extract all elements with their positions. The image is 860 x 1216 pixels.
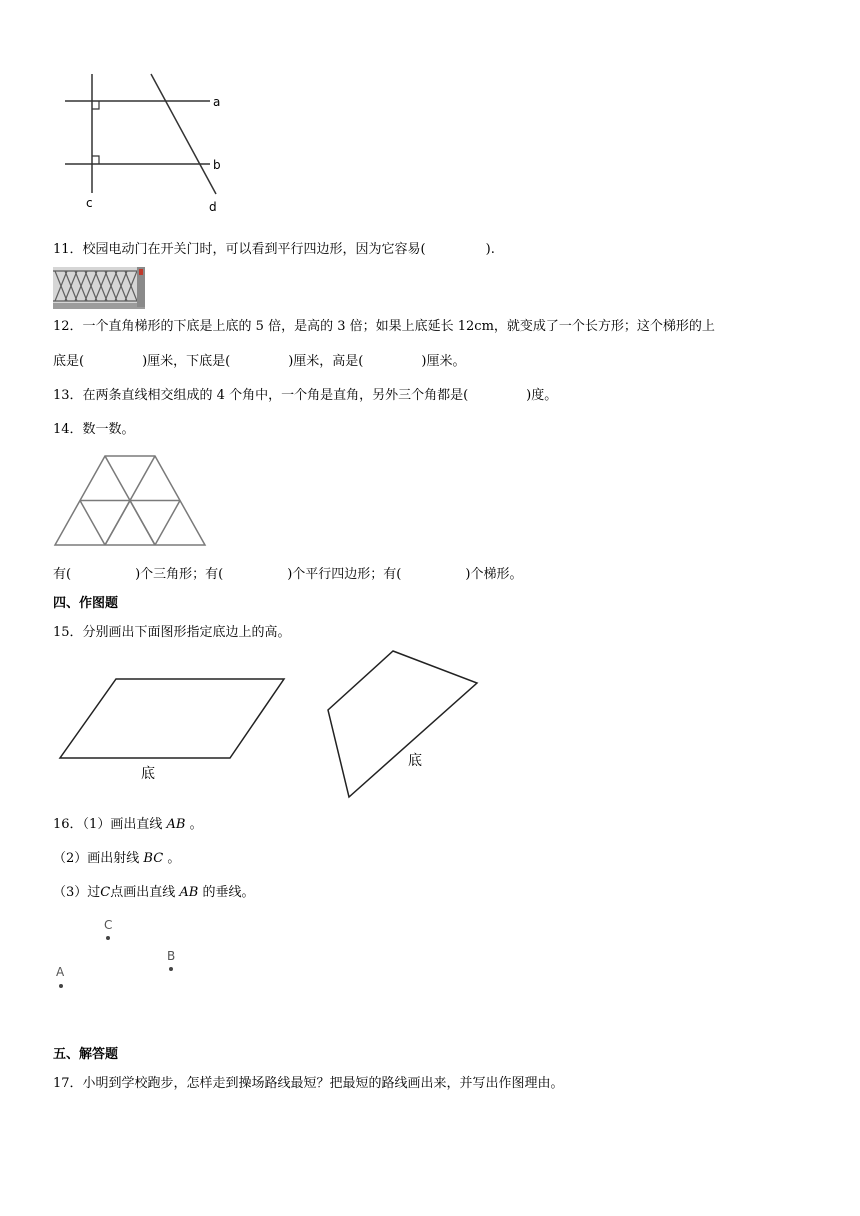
question-16-part-3 bbox=[53, 884, 255, 902]
question-12-line-1: 12．一个直角梯形的下底是上底的 5 倍，是高的 3 倍；如果上底延长 12cm，就变成了一个长方形；这个梯形的上 bbox=[53, 319, 715, 334]
point-a-label: A bbox=[56, 965, 65, 979]
question-16-part-1 bbox=[53, 816, 203, 834]
question-12-line-2 bbox=[53, 353, 465, 371]
point-a bbox=[59, 984, 63, 988]
q16-p1-var: AB bbox=[166, 817, 186, 832]
q16-p3-var2: AB bbox=[179, 885, 199, 900]
q11-text: 11．校园电动门在开关门时，可以看到平行四边形，因为它容易( bbox=[53, 242, 426, 257]
gate-image bbox=[53, 267, 145, 309]
q14-text-c: )个平行四边形；有( bbox=[287, 567, 402, 582]
q16-p3-mid: 点画出直线 bbox=[110, 885, 176, 900]
quadrilateral bbox=[328, 651, 477, 797]
q14-text-b: )个三角形；有( bbox=[135, 567, 224, 582]
q14-text-a: 有( bbox=[53, 567, 72, 582]
q16-p3-text: （3）过 bbox=[53, 885, 101, 900]
quadrilateral-base-label: 底 bbox=[408, 753, 422, 769]
label-d: d bbox=[209, 200, 217, 214]
q12-text-d: )厘米。 bbox=[421, 354, 466, 369]
right-angle-mark-a bbox=[92, 101, 99, 109]
q16-p1-suffix: 。 bbox=[189, 817, 203, 832]
q12-text-c: )厘米，高是( bbox=[288, 354, 364, 369]
points-figure bbox=[50, 912, 190, 994]
label-b: b bbox=[213, 158, 221, 172]
question-16-part-2 bbox=[53, 850, 180, 868]
right-angle-mark-b bbox=[92, 156, 99, 164]
q16-p2-var: BC bbox=[143, 851, 164, 866]
triangle-grid-figure bbox=[50, 452, 210, 550]
q16-p3-suffix: 的垂线。 bbox=[202, 885, 255, 900]
q16-p2-suffix: 。 bbox=[167, 851, 181, 866]
section-5-heading: 五、解答题 bbox=[53, 1047, 119, 1062]
q16-p1-text: 16．（1）画出直线 bbox=[53, 817, 163, 832]
question-11 bbox=[53, 241, 495, 259]
q11-suffix: ). bbox=[485, 242, 495, 257]
question-13 bbox=[53, 387, 557, 405]
q16-p2-text: （2）画出射线 bbox=[53, 851, 140, 866]
point-b bbox=[169, 967, 173, 971]
label-c: c bbox=[86, 196, 93, 210]
question-14-answers bbox=[53, 566, 522, 584]
section-4-heading: 四、作图题 bbox=[53, 596, 119, 611]
q12-text-a: 底是( bbox=[53, 354, 85, 369]
line-d bbox=[151, 74, 216, 194]
point-c bbox=[106, 936, 110, 940]
q14-text-d: )个梯形。 bbox=[465, 567, 523, 582]
question-17: 17．小明到学校跑步，怎样走到操场路线最短？把最短的路线画出来，并写出作图理由。 bbox=[53, 1076, 564, 1091]
question-15-title: 15．分别画出下面图形指定底边上的高。 bbox=[53, 625, 291, 640]
parallelogram-figure bbox=[55, 672, 295, 782]
question-14-title: 14．数一数。 bbox=[53, 422, 135, 437]
q13-suffix: )度。 bbox=[526, 388, 558, 403]
quadrilateral-figure bbox=[320, 645, 490, 805]
point-b-label: B bbox=[167, 949, 176, 963]
lines-figure bbox=[55, 68, 235, 218]
parallelogram-base-label: 底 bbox=[141, 766, 155, 782]
q12-text-b: )厘米，下底是( bbox=[142, 354, 231, 369]
q16-p3-var1: C bbox=[100, 885, 111, 900]
q13-text: 13．在两条直线相交组成的 4 个角中，一个角是直角，另外三个角都是( bbox=[53, 388, 469, 403]
point-c-label: C bbox=[104, 918, 113, 932]
label-a: a bbox=[213, 95, 221, 109]
parallelogram bbox=[60, 679, 284, 758]
